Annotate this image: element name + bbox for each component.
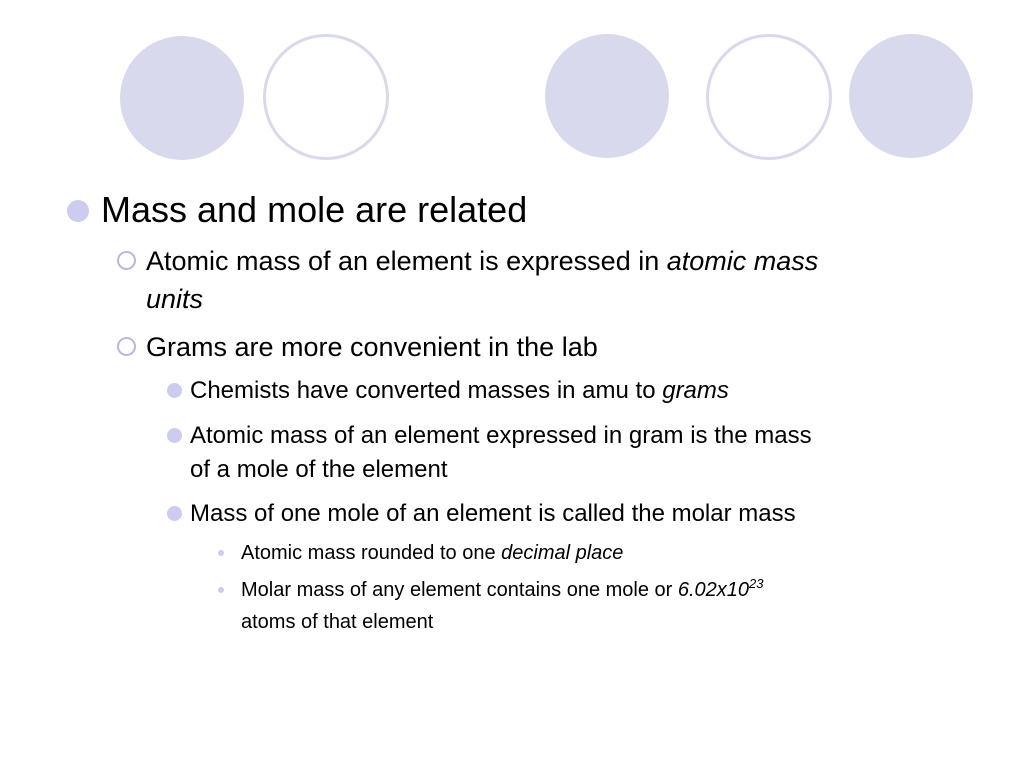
- b2-line2: units: [146, 284, 204, 314]
- decorative-circle-1: [120, 36, 244, 160]
- b2-text: Atomic mass of an element is expressed in: [146, 246, 667, 276]
- bullet-level3-text-2: [190, 419, 812, 487]
- bullet-level4-icon: [218, 550, 224, 556]
- b7-text: Atomic mass rounded to one: [241, 542, 502, 564]
- b3-text: Grams are more convenient in the lab: [146, 332, 598, 362]
- bullet-level3-icon: [167, 506, 182, 521]
- bullet-level4-text-1: [241, 537, 623, 569]
- bullet-level2-icon: [117, 337, 136, 356]
- bullet-level4-icon: [218, 587, 224, 593]
- decorative-circle-5: [849, 34, 973, 158]
- b2-em: atomic mass: [666, 246, 819, 276]
- b5-line1: Atomic mass of an element expressed in gram is the mass: [190, 422, 812, 449]
- b8-em: 6.02x10: [677, 579, 750, 601]
- b6-text: Mass of one mole of an element is called the molar mass: [190, 500, 796, 527]
- b8-sup: 23: [749, 576, 764, 591]
- b8-text: Molar mass of any element contains one mole or: [241, 579, 678, 601]
- bullet-level3-text-3: [190, 497, 796, 531]
- bullet-level3-icon: [167, 428, 182, 443]
- bullet-level4-text-2: [241, 574, 764, 638]
- b1-text: Mass and mole are related: [101, 189, 528, 230]
- bullet-level3-icon: [167, 383, 182, 398]
- bullet-level3-text-1: [190, 374, 729, 408]
- b4-em: grams: [662, 377, 729, 404]
- b4-text: Chemists have converted masses in amu to: [190, 377, 663, 404]
- bullet-level2-text-2: [146, 328, 598, 366]
- bullet-level1-icon: [67, 200, 89, 222]
- bullet-level1-text: [101, 190, 527, 230]
- bullet-level2-text-1: [146, 242, 986, 318]
- b5-line2: of a mole of the element: [190, 456, 448, 483]
- bullet-level2-icon: [117, 251, 136, 270]
- b7-em: decimal place: [501, 542, 624, 564]
- decorative-circle-4: [706, 34, 832, 160]
- decorative-circle-2: [263, 34, 389, 160]
- b8-line2: atoms of that element: [241, 611, 434, 633]
- decorative-circle-3: [545, 34, 669, 158]
